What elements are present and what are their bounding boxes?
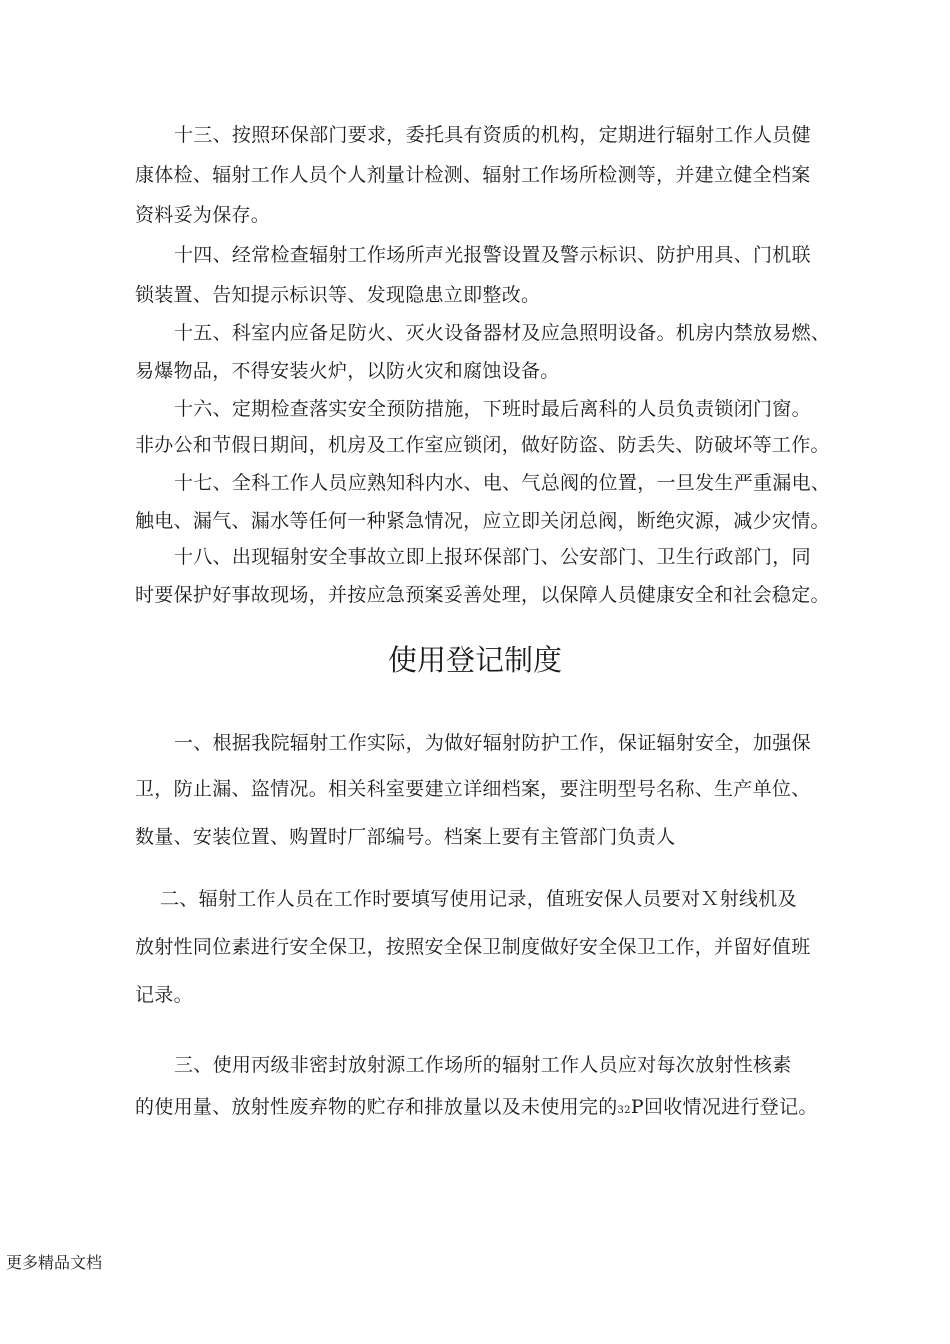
para15-line1: 十五、科室内应备足防火、灭火设备器材及应急照明设备。机房内禁放易燃、 <box>174 322 831 344</box>
para16-line2: 非办公和节假日期间，机房及工作室应锁闭，做好防盗、防丢失、防破坏等工作。 <box>135 434 830 456</box>
footer-text: 更多精品文档 <box>6 1253 103 1272</box>
section-title: 使用登记制度 <box>387 643 562 677</box>
item1-line1: 一、根据我院辐射工作实际，为做好辐射防护工作，保证辐射安全，加强保 <box>174 732 811 754</box>
item2-line3: 记录。 <box>135 984 193 1006</box>
item3-line2 <box>135 1095 818 1123</box>
item2-line1: 二、辐射工作人员在工作时要填写使用记录，值班安保人员要对Ｘ射线机及 <box>160 888 797 910</box>
item1-line2: 卫，防止漏、盗情况。相关科室要建立详细档案，要注明型号名称、生产单位、 <box>135 778 811 800</box>
isotope-mass-number: 32 <box>617 1105 631 1116</box>
para13-line1: 十三、按照环保部门要求，委托具有资质的机构，定期进行辐射工作人员健 <box>174 124 811 146</box>
item2-line2: 放射性同位素进行安全保卫，按照安全保卫制度做好安全保卫工作，并留好值班 <box>135 936 811 958</box>
para13-line3: 资料妥为保存。 <box>135 204 271 226</box>
para17-line1: 十七、全科工作人员应熟知科内水、电、气总阀的位置，一旦发生严重漏电、 <box>174 472 831 494</box>
isotope-symbol: P <box>630 1096 644 1118</box>
item3-line2-text-after: 回收情况进行登记。 <box>643 1096 818 1118</box>
para13-line2: 康体检、辐射工作人员个人剂量计检测、辐射工作场所检测等，并建立健全档案 <box>135 164 811 186</box>
para18-line1: 十八、出现辐射安全事故立即上报环保部门、公安部门、卫生行政部门，同 <box>174 546 811 568</box>
para17-line2: 触电、漏气、漏水等任何一种紧急情况，应立即关闭总阀，断绝灾源，减少灾情。 <box>135 510 830 532</box>
item3-line1: 三、使用丙级非密封放射源工作场所的辐射工作人员应对每次放射性核素 <box>174 1054 792 1076</box>
para14-line2: 锁装置、告知提示标识等、发现隐患立即整改。 <box>135 284 541 306</box>
item3-line2-text-before: 的使用量、放射性废弃物的贮存和排放量以及未使用完的 <box>135 1096 618 1118</box>
para14-line1: 十四、经常检查辐射工作场所声光报警设置及警示标识、防护用具、门机联 <box>174 244 811 266</box>
para18-line2: 时要保护好事故现场，并按应急预案妥善处理，以保障人员健康安全和社会稳定。 <box>135 584 830 606</box>
para15-line2: 易爆物品，不得安装火炉，以防火灾和腐蚀设备。 <box>135 360 560 382</box>
para16-line1: 十六、定期检查落实安全预防措施，下班时最后离科的人员负责锁闭门窗。 <box>174 398 811 420</box>
item1-line3: 数量、安装位置、购置时厂部编号。档案上要有主管部门负责人 <box>135 826 676 848</box>
